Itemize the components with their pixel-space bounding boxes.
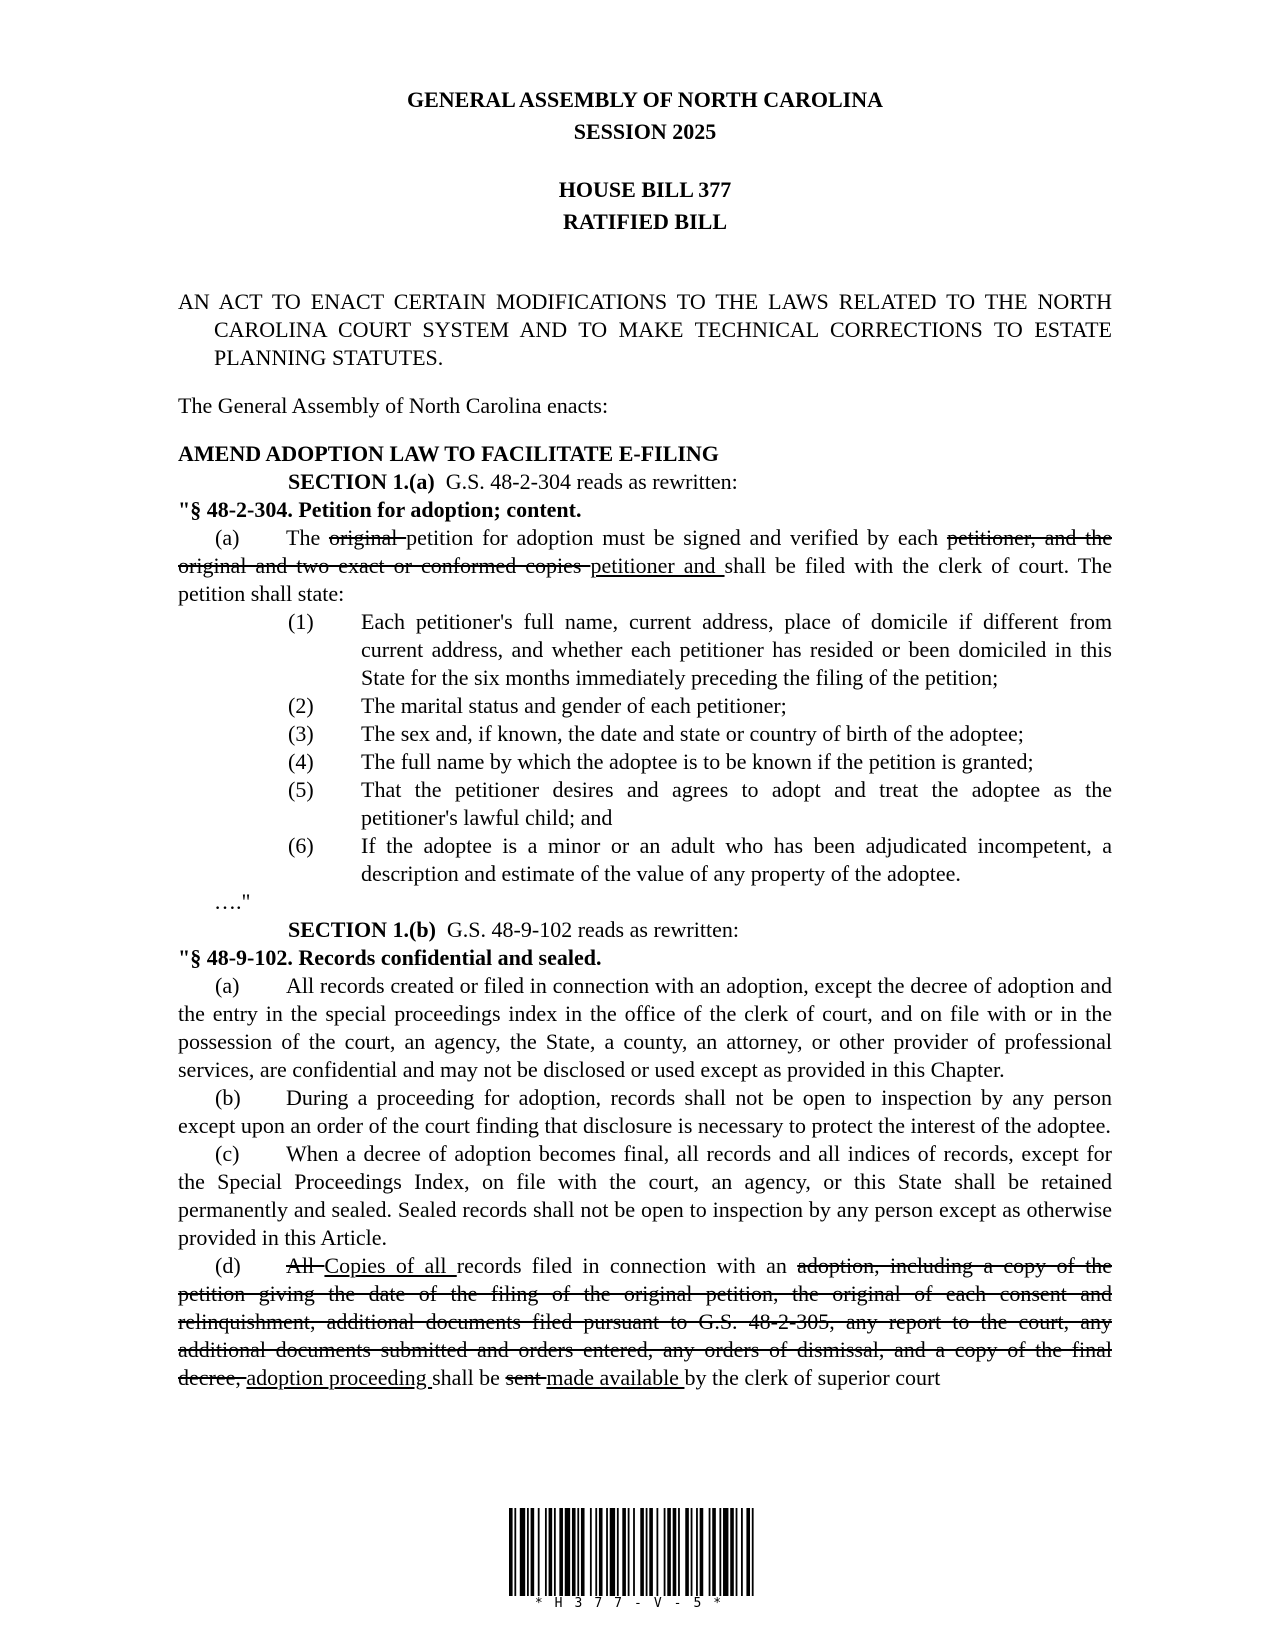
- inserted-text: petitioner and: [590, 553, 725, 578]
- section-1a-label: SECTION 1.(a): [288, 469, 435, 494]
- barcode-bar: [606, 1508, 608, 1596]
- ellipsis: ….": [214, 889, 251, 914]
- inserted-text: Copies of all: [324, 1253, 457, 1278]
- struck-text: original: [328, 525, 407, 550]
- struck-text: petitioner, and the original and two exact or conformed copies: [178, 525, 1112, 578]
- barcode-bar: [610, 1508, 615, 1596]
- struck-text: All: [286, 1253, 325, 1278]
- barcode-bar: [723, 1508, 728, 1596]
- barcode-bar: [736, 1508, 738, 1596]
- barcode-bar: [527, 1508, 529, 1596]
- act-title: AN ACT TO ENACT CERTAIN MODIFICATIONS TO THE LAWS RELATED TO THE NORTH CAROLINA COURT SYSTEM AND TO MAKE TECHNICAL CORRECTIONS TO ESTATE PLANNING STATUTES.: [178, 289, 1112, 370]
- barcode-bar: [538, 1508, 540, 1596]
- barcode-bar: [752, 1508, 754, 1596]
- barcode-bar: [741, 1508, 743, 1596]
- subsection-b-48-9-102: (b) During a proceeding for adoption, records shall not be open to inspection by any person except upon an order of the court finding that disclosure is necessary to protect the interest of the adoptee.: [178, 1085, 1112, 1138]
- barcode-bar: [700, 1508, 704, 1596]
- section-1a-text: G.S. 48-2-304 reads as rewritten:: [445, 469, 738, 494]
- barcode-bar: [667, 1508, 671, 1596]
- barcode-bar: [554, 1508, 556, 1596]
- session-title: SESSION 2025: [573, 119, 717, 144]
- barcode-bar: [640, 1508, 644, 1596]
- barcode-text: *H377-V-5*: [534, 1596, 734, 1611]
- bill-number: HOUSE BILL 377: [558, 177, 732, 202]
- bill-page: [178, 84, 1112, 1392]
- barcode-bar: [595, 1508, 597, 1596]
- barcode-bar: [565, 1508, 570, 1596]
- barcode-bar: [696, 1508, 698, 1596]
- subsection-a-48-2-304: (a) The original petition for adoption must be signed and verified by each petitioner, and the original and two exact or conformed copies petitioner and shall be filed with the clerk of court. The petition shall state:: [178, 525, 1112, 606]
- bill-status: RATIFIED BILL: [562, 209, 728, 234]
- statute-title-48-2-304: "§ 48-2-304. Petition for adoption; content.: [178, 497, 582, 522]
- list-item: (5) That the petitioner desires and agrees to adopt and treat the adoptee as the petitioner's lawful child; and: [288, 777, 1112, 830]
- subsection-label: (a): [215, 525, 240, 550]
- barcode-bar: [572, 1508, 576, 1596]
- subsection-c-48-9-102: (c) When a decree of adoption becomes final, all records and all indices of records, except for the Special Proceedings Index, on file with the court, an agency, or this State shall be retained permanently and sealed. Sealed records shall not be open to inspection by any person except as otherwise provided in this Article.: [178, 1141, 1112, 1250]
- barcode-bar: [531, 1508, 535, 1596]
- barcode-bar: [709, 1508, 711, 1596]
- barcode-bars: [509, 1508, 759, 1596]
- barcode-bar: [599, 1508, 603, 1596]
- barcode-bar: [559, 1508, 563, 1596]
- barcode-bar: [646, 1508, 648, 1596]
- barcode-bar: [649, 1508, 653, 1596]
- struck-text: sent: [505, 1365, 547, 1390]
- inserted-text: made available: [546, 1365, 685, 1390]
- barcode-bar: [664, 1508, 666, 1596]
- subsection-a-48-9-102: (a) All records created or filed in connection with an adoption, except the decree of adoption and the entry in the special proceedings index in the office of the clerk of court, and on file with or in the possession of the court, an agency, the State, a county, an attorney, or other provider of professional services, are confidential and may not be disclosed or used except as provided in this Chapter.: [178, 973, 1112, 1082]
- barcode-bar: [617, 1508, 619, 1596]
- barcode-bar: [633, 1508, 635, 1596]
- list-item: (6) If the adoptee is a minor or an adult who has been adjudicated incompetent, a description and estimate of the value of any property of the adoptee.: [288, 833, 1112, 886]
- barcode-bar: [719, 1508, 721, 1596]
- barcode-bar: [520, 1508, 525, 1596]
- enacting-clause: The General Assembly of North Carolina enacts:: [178, 393, 609, 418]
- barcode-bar: [673, 1508, 677, 1596]
- list-item: (1) Each petitioner's full name, current address, place of domicile if different from current address, and whether each petitioner has resided or been domiciled in this State for the six months immediately preceding the filing of the petition;: [288, 609, 1112, 690]
- barcode-bar: [678, 1508, 680, 1596]
- list-item: (2) The marital status and gender of each petitioner;: [288, 693, 787, 718]
- barcode-bar: [685, 1508, 689, 1596]
- barcode: [509, 1508, 759, 1612]
- barcode-bar: [590, 1508, 592, 1596]
- barcode-bar: [628, 1508, 630, 1596]
- section-heading: AMEND ADOPTION LAW TO FACILITATE E-FILING: [178, 441, 719, 466]
- barcode-bar: [581, 1508, 585, 1596]
- barcode-bar: [549, 1508, 553, 1596]
- list-item: (3) The sex and, if known, the date and state or country of birth of the adoptee;: [288, 721, 1024, 746]
- barcode-bar: [577, 1508, 579, 1596]
- petition-items-list: [178, 608, 1112, 888]
- barcode-bar: [514, 1508, 516, 1596]
- section-1b-label: SECTION 1.(b): [288, 917, 436, 942]
- section-1b-text: G.S. 48-9-102 reads as rewritten:: [446, 917, 739, 942]
- struck-text: adoption, including a copy of the petition giving the date of the filing of the original petition, the original of each consent and relinquishment, additional documents filed pursuant to G.S. 48-2-305, any report to the court, any additional documents submitted and orders entered, any orders of dismissal, and a copy of the final decree,: [178, 1253, 1112, 1390]
- barcode-bar: [509, 1508, 513, 1596]
- barcode-bar: [746, 1508, 750, 1596]
- section-1b-intro: [178, 916, 1112, 944]
- section-1a-intro: [178, 468, 1112, 496]
- barcode-bar: [545, 1508, 547, 1596]
- inserted-text: adoption proceeding: [246, 1365, 433, 1390]
- barcode-bar: [730, 1508, 734, 1596]
- assembly-title: GENERAL ASSEMBLY OF NORTH CAROLINA: [407, 87, 883, 112]
- document-header: [178, 84, 1112, 238]
- subsection-d-48-9-102: (d) All Copies of all records filed in connection with an adoption, including a copy of the petition giving the date of the filing of the original petition, the original of each consent and relinquishment, additional documents filed pursuant to G.S. 48-2-305, any report to the court, any additional documents submitted and orders entered, any orders of dismissal, and a copy of the final decree, adoption proceeding shall be sent made available by the clerk of superior court: [178, 1253, 1112, 1390]
- barcode-bar: [656, 1508, 658, 1596]
- barcode-bar: [691, 1508, 693, 1596]
- statute-title-48-9-102: "§ 48-9-102. Records confidential and sealed.: [178, 945, 602, 970]
- barcode-bar: [712, 1508, 716, 1596]
- list-item: (4) The full name by which the adoptee is to be known if the petition is granted;: [288, 749, 1034, 774]
- barcode-bar: [622, 1508, 626, 1596]
